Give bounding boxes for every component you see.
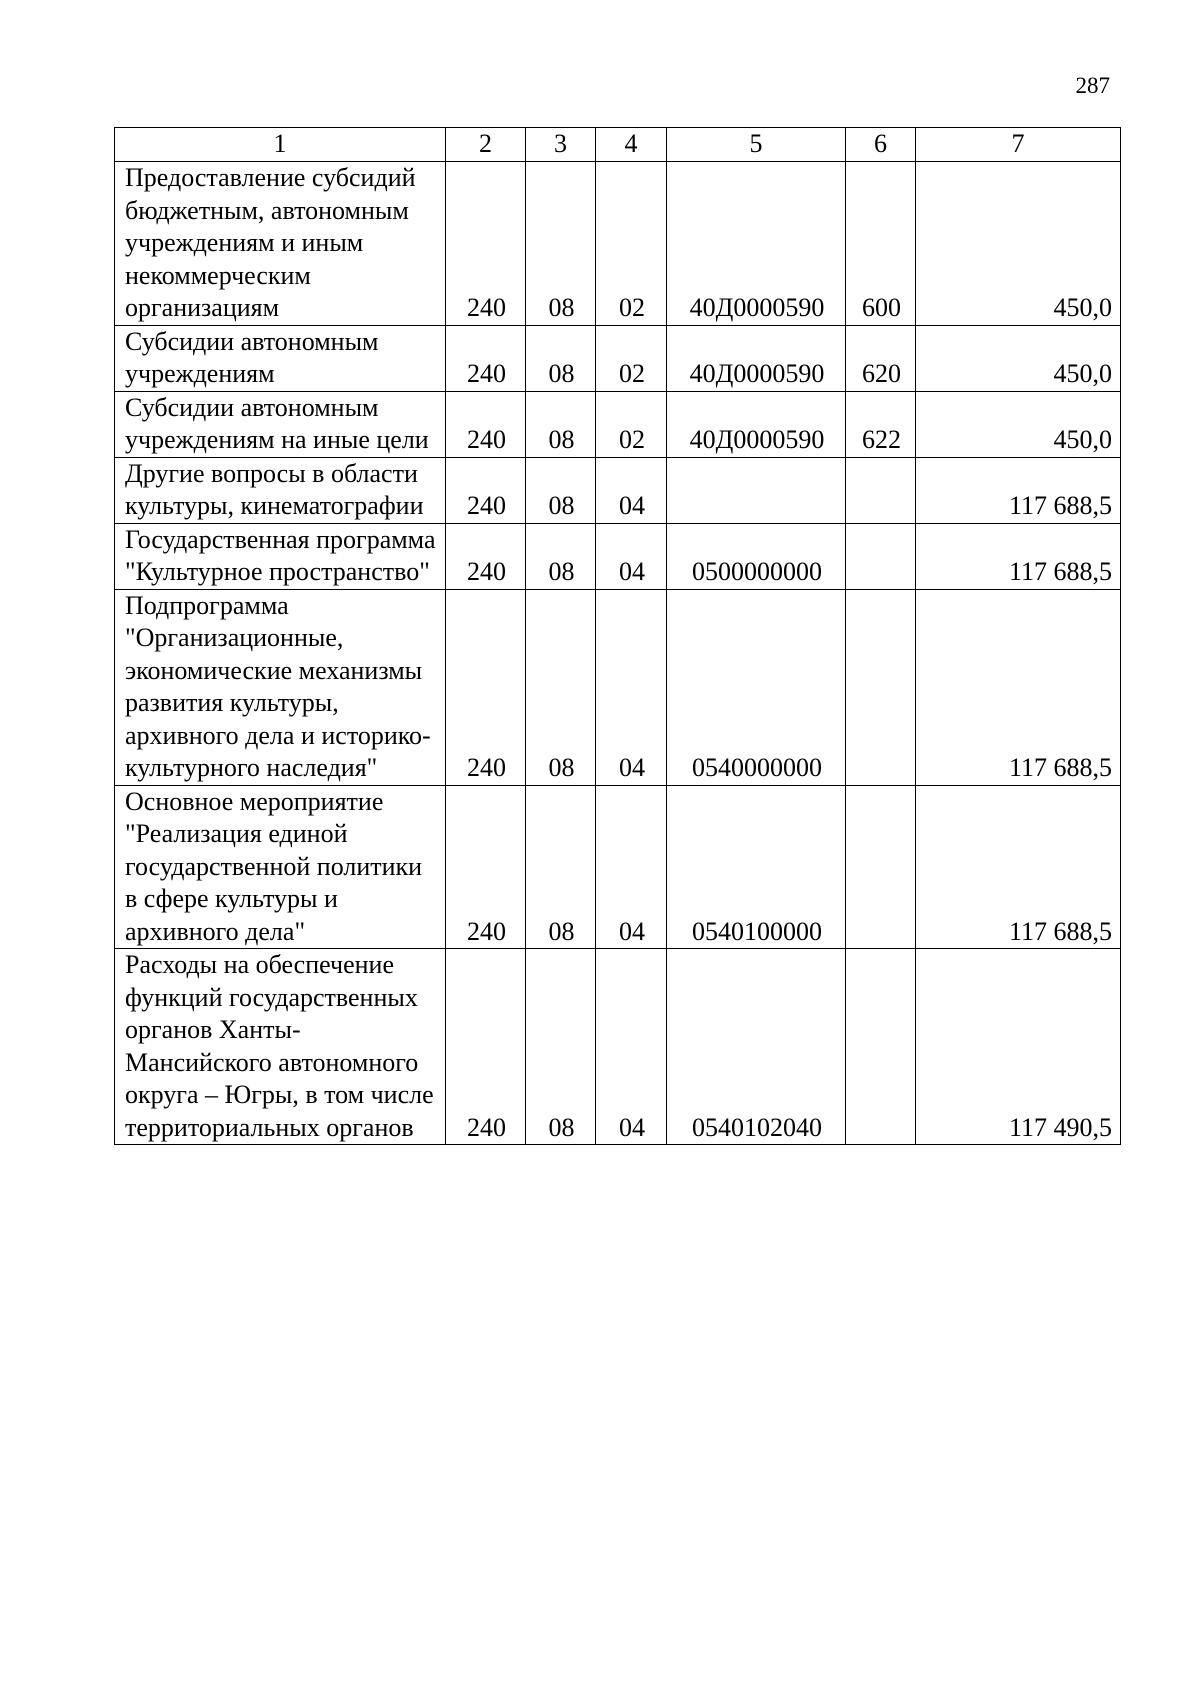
row-code-4: 02 [596, 325, 667, 391]
column-header: 4 [596, 128, 667, 162]
page-number: 287 [1075, 73, 1110, 98]
row-amount: 117 688,5 [916, 523, 1121, 589]
row-code-4: 04 [596, 589, 667, 785]
row-code-6 [846, 457, 916, 523]
table-row [115, 949, 1121, 1145]
row-code-5: 40Д0000590 [667, 391, 846, 457]
row-code-6 [846, 589, 916, 785]
row-code-5: 0540102040 [667, 949, 846, 1145]
row-code-5: 0540000000 [667, 589, 846, 785]
row-code-5: 40Д0000590 [667, 325, 846, 391]
row-code-4: 04 [596, 949, 667, 1145]
row-code-3: 08 [526, 785, 596, 949]
row-code-4: 04 [596, 785, 667, 949]
row-code-6: 622 [846, 391, 916, 457]
row-code-3: 08 [526, 523, 596, 589]
table-header-row [115, 128, 1121, 162]
row-code-4: 04 [596, 457, 667, 523]
row-code-2: 240 [446, 523, 526, 589]
row-code-2: 240 [446, 589, 526, 785]
row-amount: 450,0 [916, 391, 1121, 457]
row-amount: 117 688,5 [916, 785, 1121, 949]
row-code-5: 0500000000 [667, 523, 846, 589]
row-name: Предоставление субсидий бюджетным, автономным учреждениям и иным некоммерческим организациям [115, 162, 446, 326]
row-amount: 450,0 [916, 162, 1121, 326]
row-code-3: 08 [526, 457, 596, 523]
row-code-3: 08 [526, 162, 596, 326]
row-code-6 [846, 523, 916, 589]
row-code-3: 08 [526, 325, 596, 391]
row-code-4: 04 [596, 523, 667, 589]
row-code-5: 40Д0000590 [667, 162, 846, 326]
row-name: Другие вопросы в области культуры, кинематографии [115, 457, 446, 523]
column-header: 3 [526, 128, 596, 162]
row-code-2: 240 [446, 391, 526, 457]
table-row [115, 162, 1121, 326]
table-row [115, 325, 1121, 391]
row-code-6 [846, 785, 916, 949]
row-name: Расходы на обеспечение функций государственных органов Ханты-Мансийского автономного округа – Югры, в том числе территориальных органов [115, 949, 446, 1145]
column-header: 5 [667, 128, 846, 162]
column-header: 1 [115, 128, 446, 162]
row-name: Подпрограмма "Организационные, экономические механизмы развития культуры, архивного дела и историко-культурного наследия" [115, 589, 446, 785]
column-header: 2 [446, 128, 526, 162]
row-code-6: 620 [846, 325, 916, 391]
row-code-4: 02 [596, 162, 667, 326]
table-row [115, 523, 1121, 589]
budget-table [114, 127, 1121, 1145]
column-header: 7 [916, 128, 1121, 162]
row-code-6: 600 [846, 162, 916, 326]
row-name: Государственная программа "Культурное пространство" [115, 523, 446, 589]
row-amount: 117 490,5 [916, 949, 1121, 1145]
row-name: Основное мероприятие "Реализация единой государственной политики в сфере культуры и архивного дела" [115, 785, 446, 949]
table-row [115, 589, 1121, 785]
table-row [115, 457, 1121, 523]
row-code-6 [846, 949, 916, 1145]
row-code-2: 240 [446, 162, 526, 326]
row-name: Субсидии автономным учреждениям на иные цели [115, 391, 446, 457]
column-header: 6 [846, 128, 916, 162]
row-code-5: 0540100000 [667, 785, 846, 949]
row-code-2: 240 [446, 949, 526, 1145]
row-code-2: 240 [446, 325, 526, 391]
row-amount: 117 688,5 [916, 457, 1121, 523]
row-code-2: 240 [446, 457, 526, 523]
row-code-3: 08 [526, 949, 596, 1145]
row-code-3: 08 [526, 391, 596, 457]
row-code-4: 02 [596, 391, 667, 457]
row-code-2: 240 [446, 785, 526, 949]
table-row [115, 391, 1121, 457]
row-amount: 117 688,5 [916, 589, 1121, 785]
row-amount: 450,0 [916, 325, 1121, 391]
row-name: Субсидии автономным учреждениям [115, 325, 446, 391]
row-code-5 [667, 457, 846, 523]
row-code-3: 08 [526, 589, 596, 785]
table-row [115, 785, 1121, 949]
